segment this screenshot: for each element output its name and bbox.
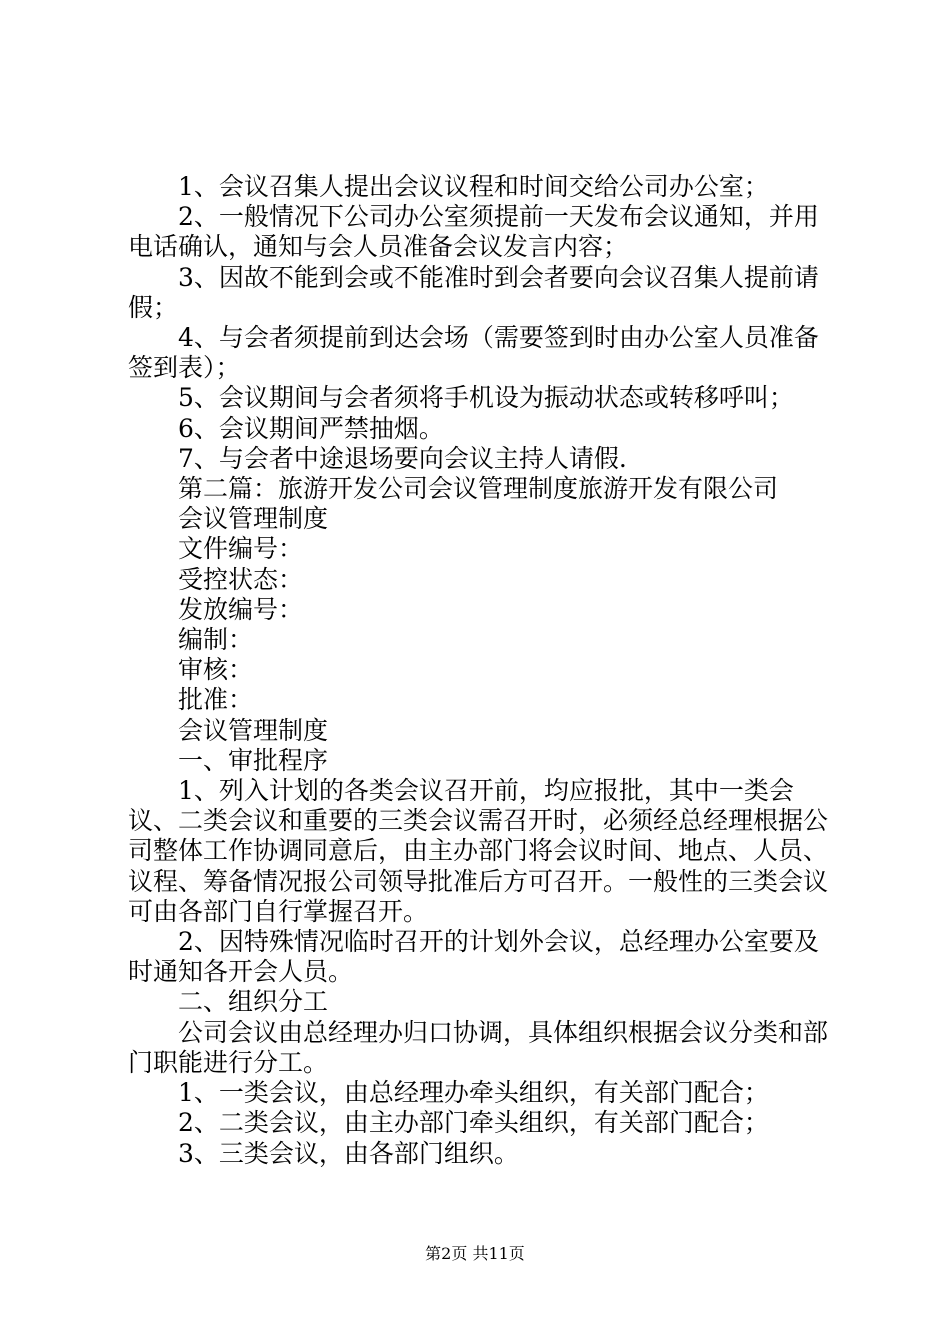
page-number-footer: 第2页 共11页 [425, 1244, 525, 1263]
paragraph-7: 7、与会者中途退场要向会议主持人请假. [178, 443, 627, 473]
paragraph-5: 5、会议期间与会者须将手机设为振动状态或转移呼叫； [178, 383, 794, 413]
paragraph-3: 3、因故不能到会或不能准时到会者要向会议召集人提前请假； [128, 262, 819, 322]
section-heading-part-two: 第二篇：旅游开发公司会议管理制度旅游开发有限公司 [178, 474, 779, 504]
paragraph-organization-intro: 公司会议由总经理办归口协调，具体组织根据会议分类和部门职能进行分工。 [128, 1017, 829, 1077]
paragraph-organization-3: 3、三类会议，由各部门组织。 [178, 1138, 519, 1168]
field-approved-by: 批准： [178, 685, 254, 715]
field-control-status: 受控状态： [178, 564, 304, 594]
paragraph-organization-2: 2、二类会议，由主办部门牵头组织，有关部门配合； [178, 1108, 769, 1138]
doc-title: 会议管理制度 [178, 504, 329, 534]
paragraph-2: 2、一般情况下公司办公室须提前一天发布会议通知，并用电话确认，通知与会人员准备会议发言内容； [128, 202, 819, 262]
doc-title-repeat: 会议管理制度 [178, 715, 329, 745]
field-issue-number: 发放编号： [178, 594, 304, 624]
paragraph-4: 4、与会者须提前到达会场（需要签到时由办公室人员准备签到表）； [128, 323, 819, 383]
paragraph-organization-1: 1、一类会议，由总经理办牵头组织，有关部门配合； [178, 1078, 769, 1108]
field-file-number: 文件编号： [178, 534, 304, 564]
paragraph-1: 1、会议召集人提出会议议程和时间交给公司办公室； [178, 172, 769, 201]
document-body [128, 172, 832, 1169]
heading-organization: 二、组织分工 [178, 987, 329, 1017]
paragraph-approval-2: 2、因特殊情况临时召开的计划外会议，总经理办公室要及时通知各开会人员。 [128, 927, 819, 987]
heading-approval-procedure: 一、审批程序 [178, 745, 329, 775]
paragraph-6: 6、会议期间严禁抽烟。 [178, 413, 444, 443]
paragraph-approval-1: 1、列入计划的各类会议召开前，均应报批，其中一类会议、二类会议和重要的三类会议需召开时，必须经总经理根据公司整体工作协调同意后，由主办部门将会议时间、地点、人员、议程、筹备情况报公司领导批准后方可召开。一般性的三类会议可由各部门自行掌握召开。 [128, 776, 829, 926]
field-prepared-by: 编制： [178, 625, 254, 655]
field-reviewed-by: 审核： [178, 655, 254, 685]
